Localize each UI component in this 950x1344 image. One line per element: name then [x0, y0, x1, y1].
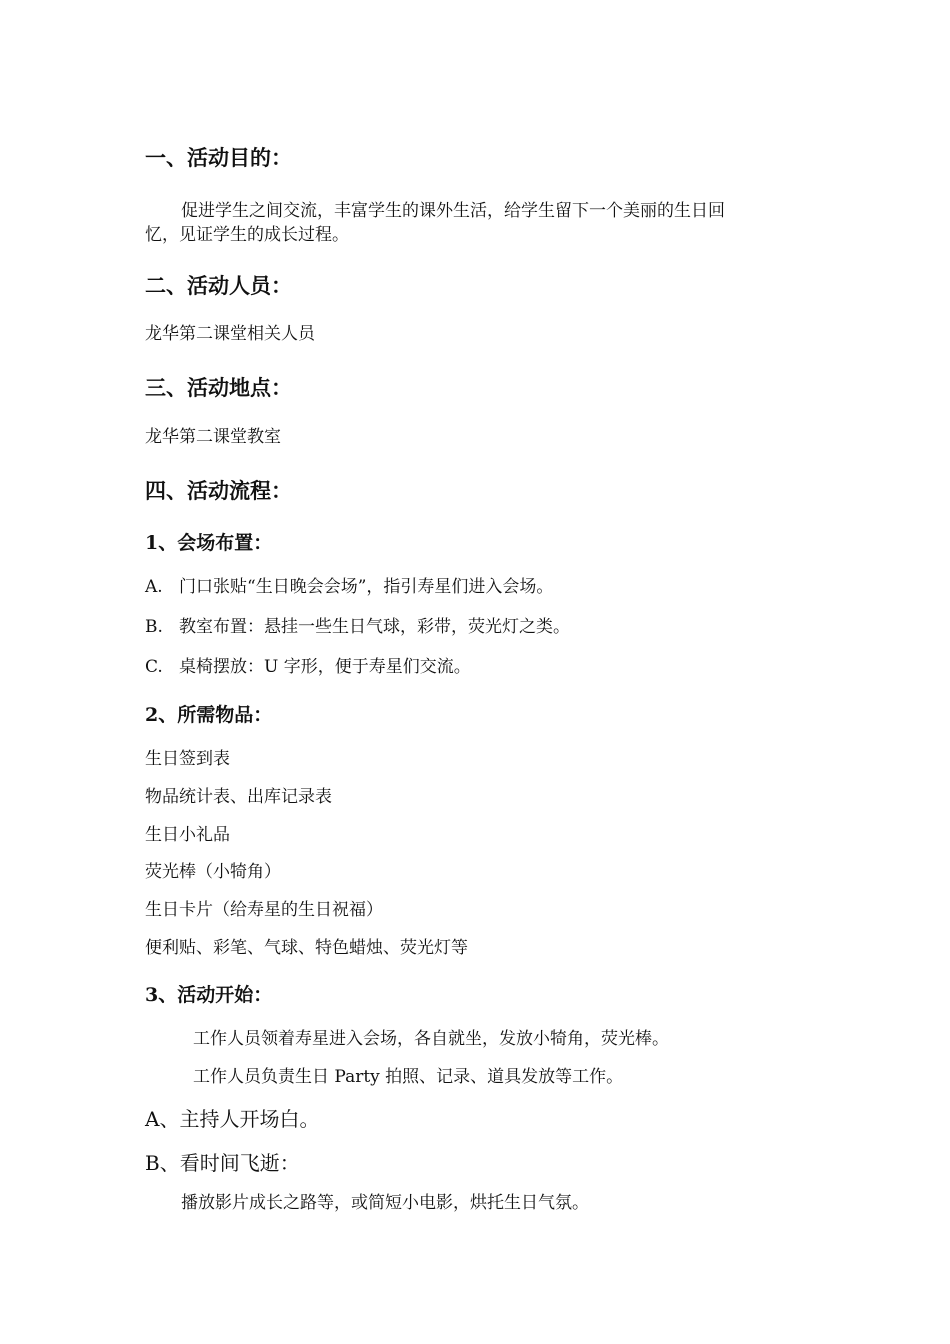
item-text: 门口张贴“生日晚会会场”，指引寿星们进入会场。	[179, 577, 554, 597]
item-label: C.	[145, 657, 163, 677]
item-label: A.	[145, 577, 163, 597]
item-label: B.	[145, 617, 163, 637]
required-item: 便利贴、彩笔、气球、特色蜡烛、荧光灯等	[145, 938, 468, 958]
required-item: 荧光棒（小犄角）	[145, 862, 281, 882]
venue-item-c	[145, 657, 471, 677]
purpose-paragraph-line-2: 忆，见证学生的成长过程。	[145, 225, 349, 245]
item-text: 桌椅摆放：U 字形，便于寿星们交流。	[179, 657, 471, 677]
step-b-time-flies: B、看时间飞逝：	[145, 1151, 300, 1175]
subheading-required-items: 2、所需物品：	[145, 704, 273, 726]
heading-activity-process: 四、活动流程：	[145, 479, 292, 503]
item-text: 教室布置：悬挂一些生日气球，彩带，荧光灯之类。	[179, 617, 570, 637]
heading-activity-purpose: 一、活动目的：	[145, 146, 292, 170]
required-item: 生日签到表	[145, 749, 230, 769]
required-item: 生日卡片（给寿星的生日祝福）	[145, 900, 383, 920]
subheading-activity-start: 3、活动开始：	[145, 984, 273, 1006]
heading-activity-location: 三、活动地点：	[145, 376, 292, 400]
purpose-paragraph-line-1: 促进学生之间交流，丰富学生的课外生活，给学生留下一个美丽的生日回	[181, 201, 725, 221]
venue-item-b	[145, 617, 570, 637]
required-item: 物品统计表、出库记录表	[145, 787, 332, 807]
location-text: 龙华第二课堂教室	[145, 427, 281, 447]
heading-activity-personnel: 二、活动人员：	[145, 274, 292, 298]
step-a-host-opening: A、主持人开场白。	[145, 1107, 320, 1131]
personnel-text: 龙华第二课堂相关人员	[145, 324, 315, 344]
start-paragraph-2: 工作人员负责生日 Party 拍照、记录、道具发放等工作。	[193, 1067, 624, 1087]
subheading-venue-setup: 1、会场布置：	[145, 532, 273, 554]
required-item: 生日小礼品	[145, 825, 230, 845]
venue-item-a	[145, 577, 553, 597]
step-b-paragraph: 播放影片成长之路等，或简短小电影，烘托生日气氛。	[181, 1193, 589, 1213]
start-paragraph-1: 工作人员领着寿星进入会场，各自就坐，发放小犄角，荧光棒。	[193, 1029, 669, 1049]
